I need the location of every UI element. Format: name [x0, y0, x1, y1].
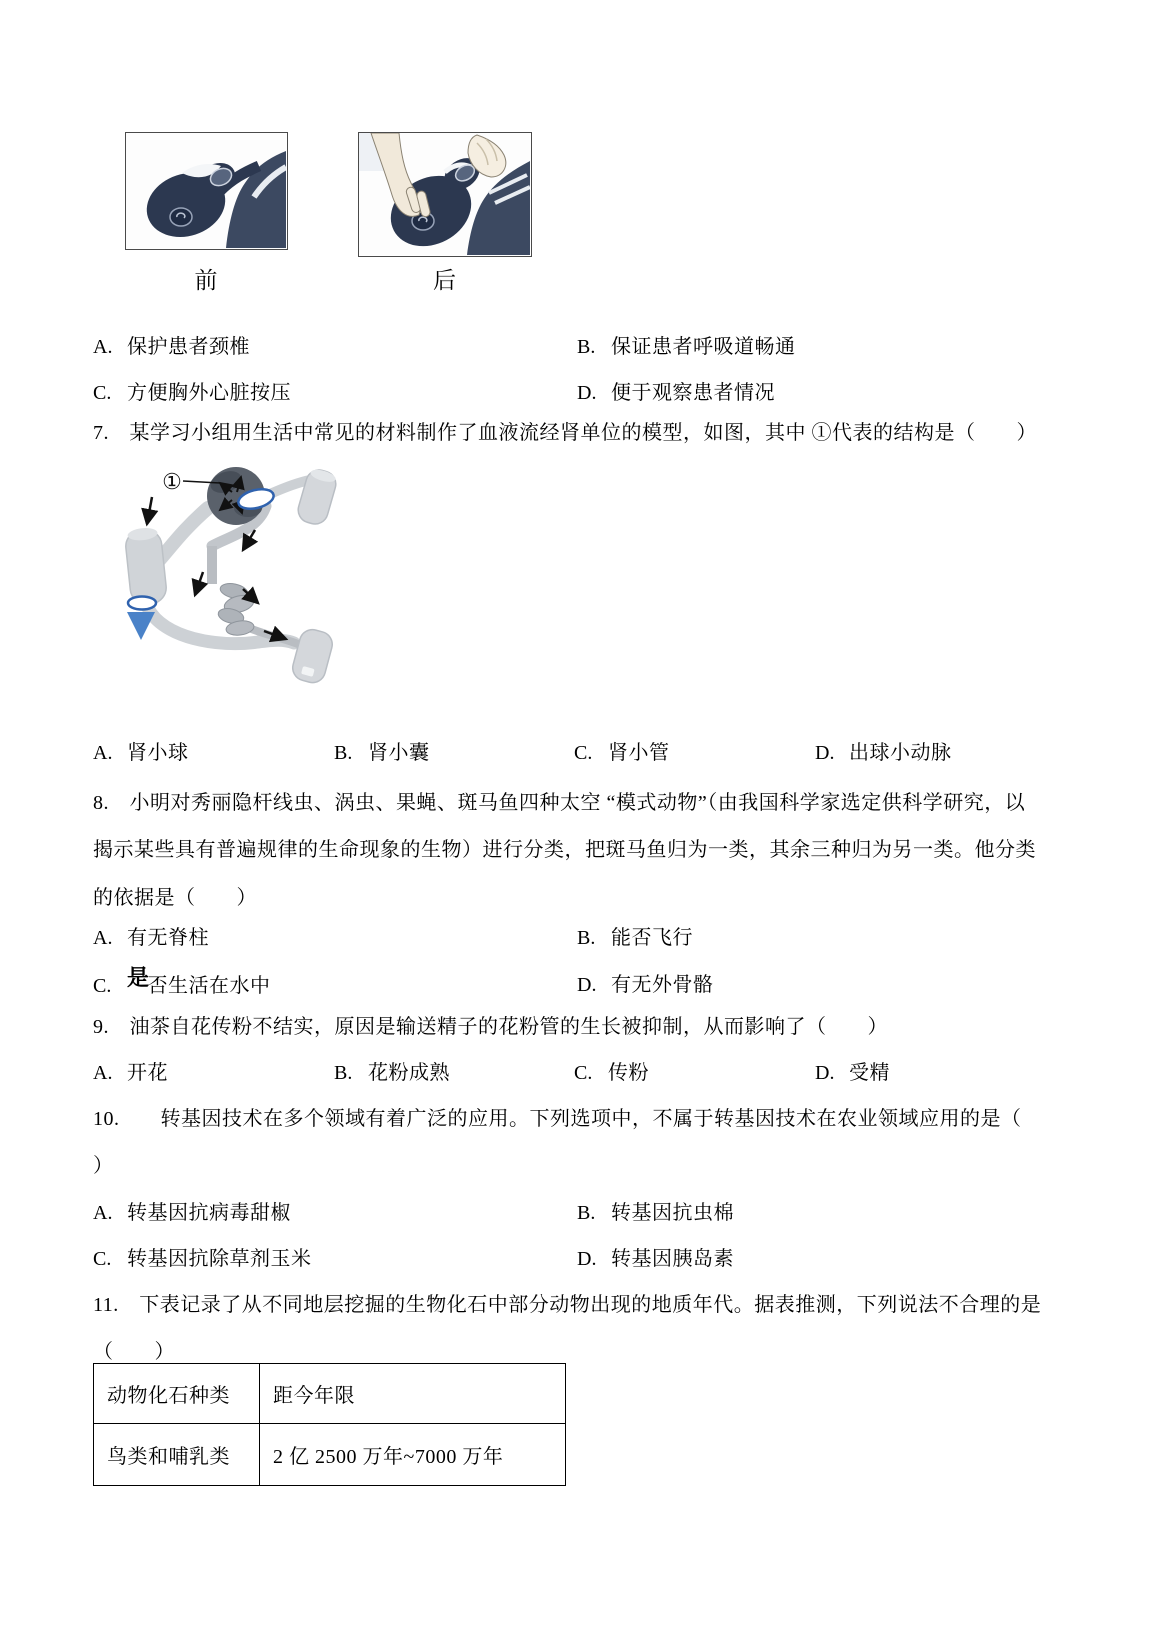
figure-label-after: 后	[433, 268, 457, 293]
q7-option-b: B. 肾小囊	[334, 742, 430, 764]
header-fossil-type: 动物化石种类	[94, 1364, 260, 1424]
q10-option-c: C. 转基因抗除草剂玉米	[93, 1248, 312, 1270]
q8-option-a: A. 有无脊柱	[93, 927, 209, 949]
q7-option-d: D. 出球小动脉	[815, 742, 952, 764]
q7-option-a: A. 肾小球	[93, 742, 189, 764]
cpr-before-illustration	[126, 133, 286, 248]
q8-stem-line3: 的依据是（ ）	[93, 887, 257, 909]
q10-option-b: B. 转基因抗虫棉	[577, 1202, 734, 1224]
q11-stem-line2: （ ）	[93, 1341, 175, 1363]
table-row	[94, 1424, 566, 1486]
table-header-row	[94, 1364, 566, 1424]
cpr-before-figure	[125, 132, 288, 250]
renal-tubule-knot	[217, 581, 256, 637]
q9-option-a: A. 开花	[93, 1062, 168, 1084]
fossil-table	[93, 1363, 566, 1486]
q11-stem-line1: 11. 下表记录了从不同地层挖掘的生物化石中部分动物出现的地质年代。据表推测，下列说法不合理的是	[93, 1294, 1042, 1316]
glove-roll-top-right	[295, 467, 339, 527]
q8-stem-line1: 8. 小明对秀丽隐杆线虫、涡虫、果蝇、斑马鱼四种太空 “模式动物”（由我国科学家选定供科学研究，以	[93, 792, 1026, 814]
q7-stem: 7. 某学习小组用生活中常见的材料制作了血液流经肾单位的模型，如图，其中 ①代表的结构是（ ）	[93, 422, 1037, 444]
q8-stem-line2: 揭示某些具有普遍规律的生命现象的生物）进行分类，把斑马鱼归为一类，其余三种归为另一类。他分类	[93, 839, 1036, 861]
nephron-model-diagram	[108, 450, 408, 690]
cell-fossil-type: 鸟类和哺乳类	[94, 1424, 260, 1486]
urine-outlet-ring	[128, 597, 156, 610]
q7-option-c: C. 肾小管	[574, 742, 670, 764]
q10-stem-line2: ）	[93, 1155, 114, 1177]
q8-option-c: C. 是否生活在水中	[93, 965, 271, 997]
q10-option-a: A. 转基因抗病毒甜椒	[93, 1202, 291, 1224]
q6-option-b: B. 保证患者呼吸道畅通	[577, 336, 796, 358]
q8-option-b: B. 能否飞行	[577, 927, 693, 949]
cpr-after-illustration	[359, 133, 530, 255]
q10-stem-line1: 10. 转基因技术在多个领域有着广泛的应用。下列选项中，不属于转基因技术在农业领域应用的是（	[93, 1108, 1022, 1130]
figure-label-before: 前	[194, 268, 219, 293]
q6-option-c: C. 方便胸外心脏按压	[93, 382, 291, 404]
q9-option-d: D. 受精	[815, 1062, 890, 1084]
q9-stem: 9. 油茶自花传粉不结实，原因是输送精子的花粉管的生长被抑制，从而影响了（ ）	[93, 1016, 888, 1038]
cpr-after-figure	[358, 132, 532, 257]
q9-option-c: C. 传粉	[574, 1062, 649, 1084]
manikin-ear	[170, 208, 192, 226]
q8-option-d: D. 有无外骨骼	[577, 974, 714, 996]
nephron-model-figure	[108, 450, 408, 690]
glove-roll-left	[124, 526, 168, 605]
q10-option-d: D. 转基因胰岛素	[577, 1248, 734, 1270]
glove-roll-bottom-right	[290, 627, 335, 686]
cell-age: 2 亿 2500 万年~7000 万年	[260, 1424, 566, 1486]
header-age: 距今年限	[260, 1364, 566, 1424]
q9-option-b: B. 花粉成熟	[334, 1062, 450, 1084]
q6-option-a: A. 保护患者颈椎	[93, 336, 250, 358]
callout-1-label: ①	[162, 469, 182, 494]
q6-option-d: D. 便于观察患者情况	[577, 382, 775, 404]
